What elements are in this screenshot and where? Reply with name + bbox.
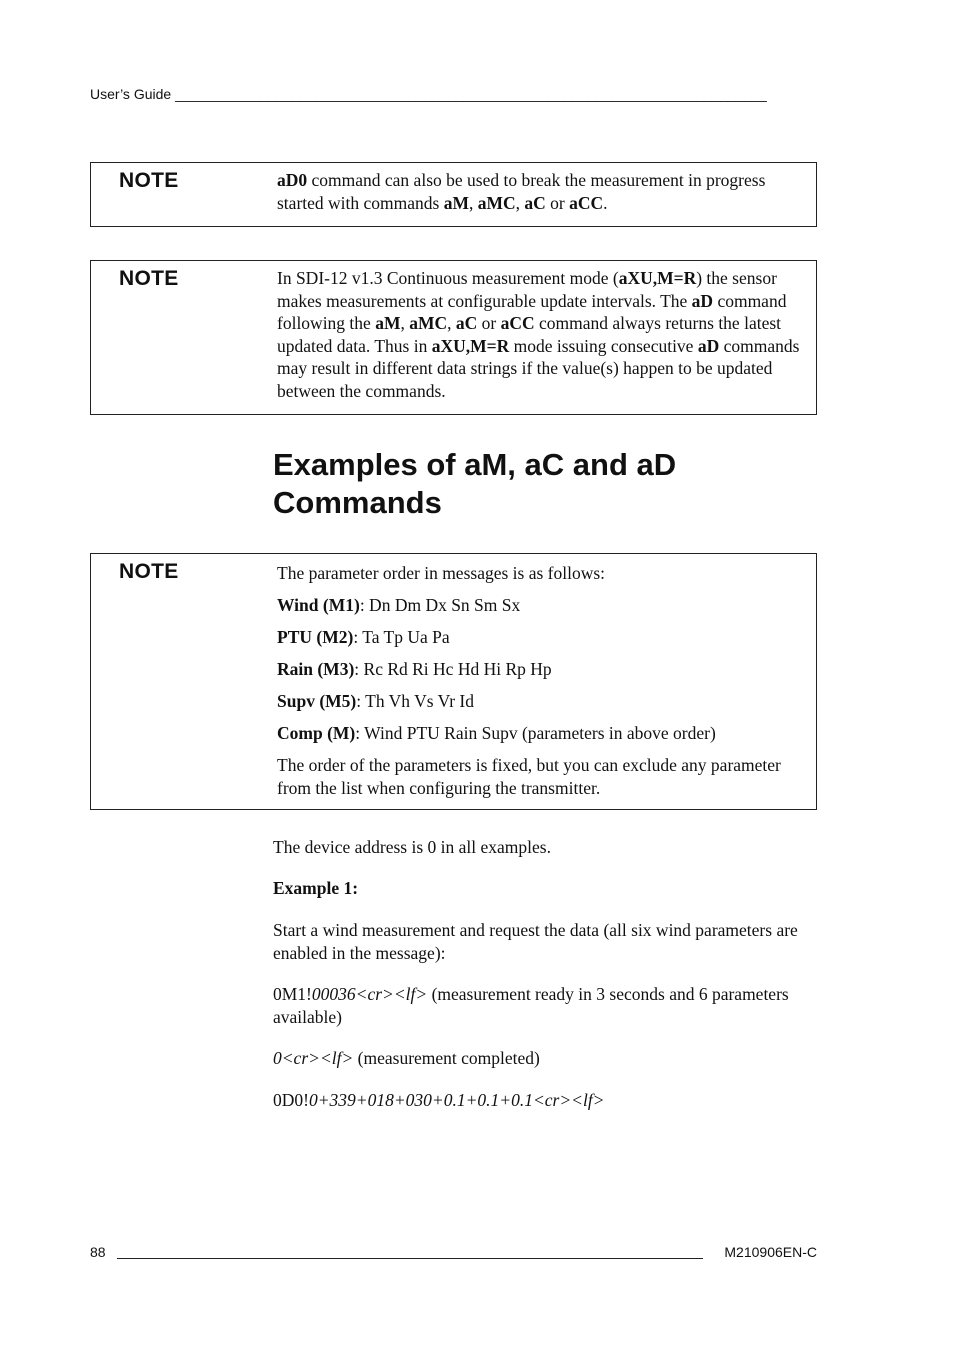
param-line: Supv (M5): Th Vh Vs Vr Id [277,691,474,711]
param-line: Comp (M): Wind PTU Rain Supv (parameters in above order) [277,723,716,743]
command-line-2: 0<cr><lf> (measurement completed) [273,1048,540,1068]
note-outro: The order of the parameters is fixed, but you can exclude any parameter from the list when configuring the transmitter. [277,755,781,798]
param-line: PTU (M2): Ta Tp Ua Pa [277,627,450,647]
note-text: aD0 command can also be used to break the measurement in progress started with commands aM, aMC, aC or aCC. [277,170,766,213]
example-description: Start a wind measurement and request the data (all six wind parameters are enabled in the message): [273,920,798,963]
page-header: User’s Guide ____________________________________________________________________________ [90,86,767,102]
example-title: Example 1: [273,878,359,898]
note-label: NOTE [119,169,179,192]
note-box-1 [90,162,817,227]
note-label: NOTE [119,560,179,583]
heading-line-2: Commands [273,485,442,520]
command-line-1: 0M1!00036<cr><lf> (measurement ready in 3 seconds and 6 parameters available) [273,984,789,1027]
param-line: Rain (M3): Rc Rd Ri Hc Hd Hi Rp Hp [277,659,552,679]
footer-rule [117,1258,703,1259]
heading-line-1: Examples of aM, aC and aD [273,447,677,482]
note-box-2 [90,260,817,415]
address-paragraph: The device address is 0 in all examples. [273,837,551,857]
document-code: M210906EN-C [724,1244,817,1260]
note-intro: The parameter order in messages is as follows: [277,563,606,583]
note-label: NOTE [119,267,179,290]
page-number: 88 [90,1244,106,1260]
command-line-3: 0D0!0+339+018+030+0.1+0.1+0.1<cr><lf> [273,1090,605,1110]
param-line: Wind (M1): Dn Dm Dx Sn Sm Sx [277,595,521,615]
note-text: In SDI-12 v1.3 Continuous measurement mode (aXU,M=R) the sensor makes measurements at configurable update intervals. The aD command following the aM, aMC, aC or aCC command always returns the latest updated data. Thus in aXU,M=R mode issuing consecutive aD commands may result in different data strings if the value(s) happen to be updated between the commands. [277,268,800,401]
header-title: User’s Guide [90,86,172,102]
section-heading [273,446,813,522]
note-box-3 [90,553,817,810]
note-text [277,562,810,799]
